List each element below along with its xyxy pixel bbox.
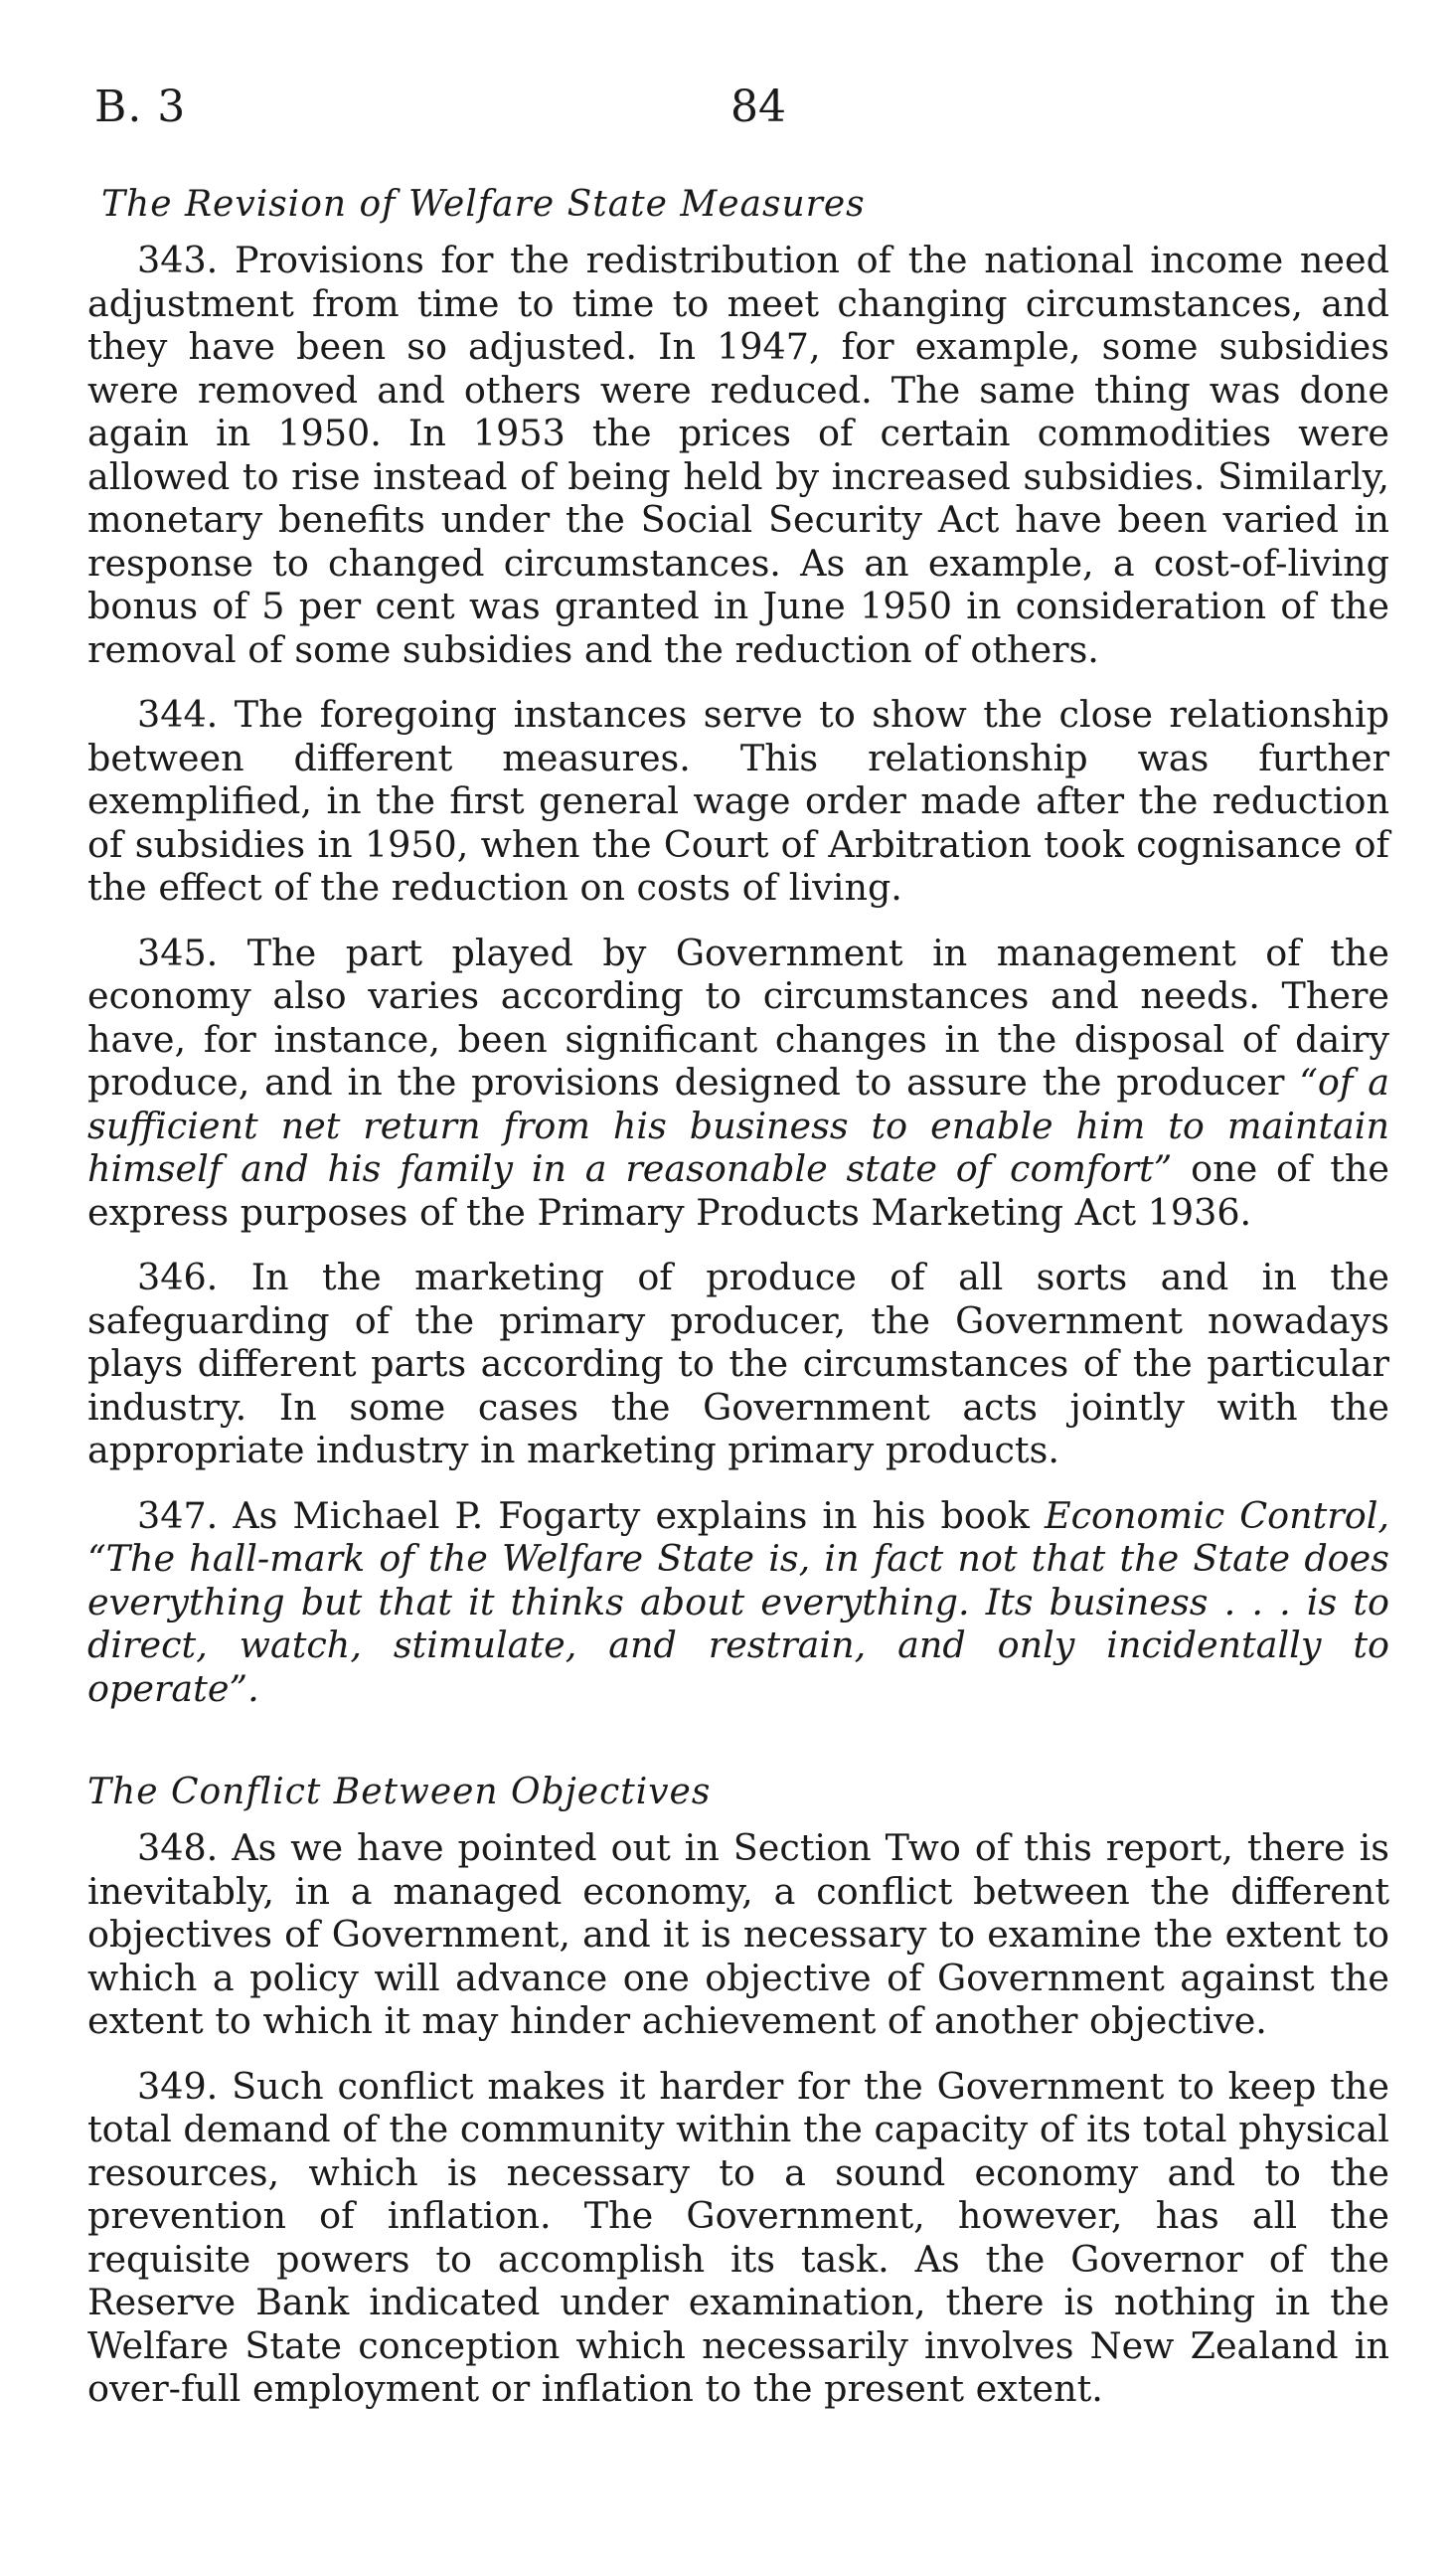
paragraph-number: 343. <box>137 239 219 281</box>
paragraph-347 <box>87 1494 1389 1711</box>
paragraph-number: 344. <box>137 693 219 736</box>
paragraph-number: 345. <box>137 931 219 974</box>
paragraph-text: As Michael P. Fogarty explains in his book <box>233 1493 1045 1537</box>
document-reference: B. 3 <box>94 82 187 132</box>
paragraph-text: Provisions for the redistribution of the national income need adjustment from time to time to meet changing circumstances, and they have been so adjusted. In 1947, for example, some subsidies were removed and others were reduced. The same thing was done again in 1950. In 1953 the prices of certain commodities were allowed to rise instead of being held by increased subsidies. Similarly, monetary benefits under the Social Security Act have been varied in response to changed circumstances. As an example, a cost-of-living bonus of 5 per cent was granted in June 1950 in consideration of the removal of some subsidies and the reduction of others. <box>87 239 1389 671</box>
section-title-conflict: The Conflict Between Objectives <box>87 1772 712 1812</box>
page-header <box>94 82 1362 141</box>
paragraph-number: 348. <box>137 1826 219 1869</box>
paragraph-text: In the marketing of produce of all sorts and in the safeguarding of the primary producer, the Government nowadays plays different parts according to the circumstances of the particular industry. In some cases the Government acts jointly with the appropriate industry in marketing primary products. <box>87 1256 1389 1471</box>
paragraph-346 <box>87 1256 1389 1472</box>
paragraph-text: As we have pointed out in Section Two of this report, there is inevitably, in a managed economy, a conflict between the different objectives of Government, and it is necessary to examine the extent to which a policy will advance one objective of Government against the extent to which it may hinder achievement of another objective. <box>87 1826 1389 2042</box>
paragraph-344 <box>87 693 1389 910</box>
paragraph-quote: “of a sufficient net return from his business to enable him to maintain himself and his family in a reasonable state of comfort” <box>87 1061 1389 1190</box>
paragraph-349 <box>87 2065 1389 2411</box>
paragraph-345 <box>87 932 1389 1235</box>
paragraph-number: 347. <box>137 1493 219 1537</box>
document-body <box>87 184 1389 2433</box>
paragraph-text-tail: one of the express purposes of the Primary Products Marketing Act 1936. <box>87 1147 1390 1234</box>
paragraph-text: The part played by Government in management of the economy also varies according to circumstances and needs. There have, for instance, been significant changes in the disposal of dairy produce, and in the provisions designed to assure the producer <box>87 931 1390 1104</box>
paragraph-343 <box>87 239 1389 671</box>
paragraph-text: The foregoing instances serve to show the close relationship between different measures. This relationship was further exemplified, in the first general wage order made after the reduction of subsidies in 1950, when the Court of Arbitration took cognisance of the effect of the reduction on costs of living. <box>87 693 1389 909</box>
paragraph-number: 349. <box>137 2064 219 2108</box>
book-title: Economic Control, <box>1044 1493 1390 1537</box>
paragraph-text: Such conflict makes it harder for the Government to keep the total demand of the community within the capacity of its total physical resources, which is necessary to a sound economy and to the prevention of inflation. The Government, however, has all the requisite powers to accomplish its task. As the Governor of the Reserve Bank indicated under examination, there is nothing in the Welfare State conception which necessarily involves New Zealand in over-full employment or inflation to the present extent. <box>87 2064 1389 2410</box>
section-title-revision: The Revision of Welfare State Measures <box>101 184 866 225</box>
paragraph-quote: “The hall-mark of the Welfare State is, in fact not that the State does everything but that it thinks about everything. Its business . . . is to direct, watch, stimulate, and restrain, and only incidentally to operate”. <box>87 1537 1389 1710</box>
paragraph-348 <box>87 1826 1389 2043</box>
paragraph-number: 346. <box>137 1256 219 1298</box>
page-number: 84 <box>730 82 786 132</box>
